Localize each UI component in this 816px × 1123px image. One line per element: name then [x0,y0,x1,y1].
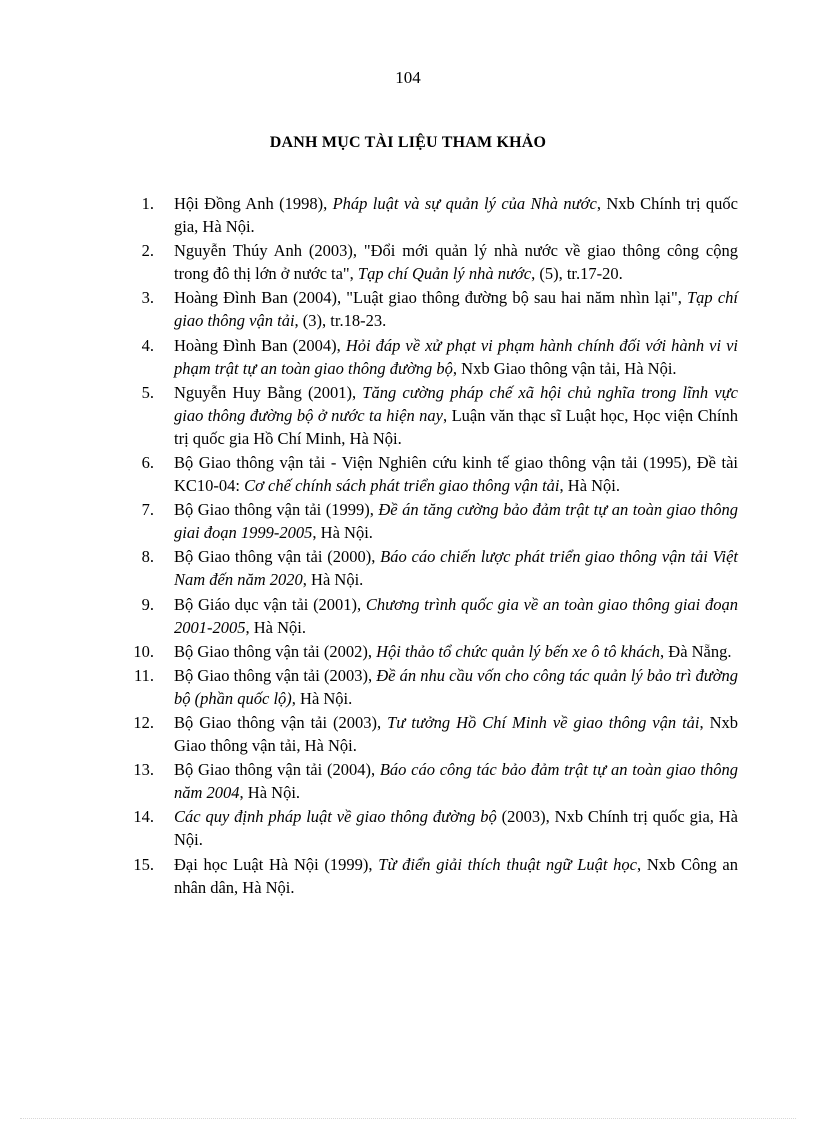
reference-segment: , Đà Nẵng. [660,641,732,661]
reference-segment: , Hà Nội. [302,570,364,590]
reference-segment: Nguyễn Thúy Anh (2003), "Đổi mới quản lý nhà nước về giao thông công cộng trong đô thị lớn ở nước ta", [174,241,738,284]
reference-title: Cơ chế chính sách phát triển giao thông vận tải [244,475,560,495]
reference-text [174,192,738,238]
reference-segment: Hoàng Đình Ban (2004), [174,335,346,355]
bottom-divider [20,1118,796,1120]
reference-segment: , Hà Nội. [559,475,621,495]
reference-item [130,192,738,238]
reference-number: 6. [141,452,154,472]
reference-item [130,498,738,544]
reference-item [130,381,738,450]
reference-segment: Bộ Giáo dục vận tải (2001), [174,594,366,614]
reference-title: Pháp luật và sự quản lý của Nhà nước [332,194,597,213]
reference-number: 8. [141,547,154,567]
reference-segment: Bộ Giao thông vận tải (2000), [174,547,381,567]
reference-segment: , (3), tr.18-23. [294,311,387,331]
reference-number: 4. [141,335,154,355]
page-number: 104 [395,68,421,87]
reference-title: Tạp chí giao thông vận tải [174,288,738,331]
reference-title: Đề án tăng cường bảo đảm trật tự an toàn giao thông giai đoạn 1999-2005 [174,500,739,543]
reference-text [174,381,738,450]
reference-number: 13. [133,760,154,780]
reference-text [174,758,738,804]
reference-item [130,593,738,639]
reference-segment: , Nxb Giao thông vận tải, Hà Nội. [452,358,677,378]
reference-title: Tăng cường pháp chế xã hội chủ nghĩa trong lĩnh vực giao thông đường bộ ở nước ta hiện nay [174,382,738,425]
reference-item [130,451,738,497]
reference-title: Hỏi đáp về xử phạt vi phạm hành chính đối với hành vi vi phạm trật tự an toàn giao thông đường bộ [174,335,738,378]
reference-segment: , Nxb Chính trị quốc gia, Hà Nội. [174,194,738,236]
reference-item [130,711,738,757]
reference-segment: Nguyễn Huy Bằng (2001), [174,382,363,402]
reference-number: 11. [133,665,154,685]
reference-title: Tạp chí Quản lý nhà nước [357,264,532,284]
reference-item [130,545,738,591]
reference-segment: , Hà Nội. [312,523,373,543]
reference-number: 7. [141,500,154,520]
reference-title: Báo cáo chiến lược phát triển giao thông vận tải Việt Nam đến năm 2020 [174,547,739,590]
reference-number: 10. [133,641,154,661]
reference-number: 15. [133,854,154,874]
reference-text [174,664,738,710]
reference-segment: Bộ Giao thông vận tải (2003), [174,713,388,733]
reference-item [130,640,738,663]
reference-item [130,286,738,332]
reference-segment: Bộ Giao thông vận tải (2004), [174,760,380,780]
reference-title: Hội thảo tổ chức quản lý bến xe ô tô khách [376,641,661,661]
reference-list [130,192,738,900]
reference-segment: , Nxb Giao thông vận tải, Hà Nội. [174,713,739,756]
reference-title: Từ điển giải thích thuật ngữ Luật học [378,854,637,874]
reference-text [174,498,738,544]
reference-text [174,286,738,332]
reference-title: Báo cáo công tác bảo đảm trật tự an toàn giao thông năm 2004 [174,760,739,803]
reference-text [174,545,738,591]
reference-number: 12. [133,713,154,733]
reference-item [130,853,738,899]
reference-title: Đề án nhu cầu vốn cho công tác quản lý bảo trì đường bộ (phần quốc lộ) [174,665,738,708]
reference-text [174,853,738,899]
reference-title: Chương trình quốc gia về an toàn giao thông giai đoạn 2001-2005 [174,594,738,637]
reference-segment: Bộ Giao thông vận tải (2002), [174,641,377,661]
reference-item [130,664,738,710]
reference-segment: , Hà Nội. [245,617,306,637]
reference-text [174,334,738,380]
reference-segment: , Hà Nội. [291,688,353,708]
reference-segment: Hoàng Đình Ban (2004), "Luật giao thông đường bộ sau hai năm nhìn lại", [174,288,687,308]
reference-number: 1. [141,194,154,213]
reference-item [130,805,738,851]
reference-segment: Bộ Giao thông vận tải (1999), [174,500,379,520]
reference-segment: Đại học Luật Hà Nội (1999), [174,854,379,874]
reference-segment: , (5), tr.17-20. [531,264,623,284]
reference-segment: , Hà Nội. [239,783,301,803]
reference-number: 3. [141,288,154,308]
reference-text [174,640,738,663]
reference-text [174,451,738,497]
reference-item [130,758,738,804]
reference-item [130,334,738,380]
reference-text [174,593,738,639]
reference-title: Tư tưởng Hồ Chí Minh về giao thông vận tải [387,713,700,733]
reference-number: 9. [141,594,154,614]
reference-title: Các quy định pháp luật về giao thông đường bộ [174,807,497,827]
reference-text [174,805,738,851]
page-title: DANH MỤC TÀI LIỆU THAM KHẢO [269,134,547,151]
reference-number: 2. [141,241,154,261]
reference-text [174,711,738,757]
reference-segment: (2003), Nxb Chính trị quốc gia, Hà Nội. [174,807,738,850]
reference-item [130,239,738,285]
reference-number: 14. [133,807,154,827]
reference-text [174,239,738,285]
reference-segment: Bộ Giao thông vận tải (2003), [174,665,377,685]
reference-segment: , Nxb Công an nhân dân, Hà Nội. [174,854,739,897]
reference-segment: , Luận văn thạc sĩ Luật học, Học viện Chính trị quốc gia Hồ Chí Minh, Hà Nội. [174,405,738,448]
reference-segment: Hội Đồng Anh (1998), [174,194,333,213]
reference-number: 5. [141,382,154,402]
reference-segment: Bộ Giao thông vận tải - Viện Nghiên cứu kinh tế giao thông vận tải (1995), Đề tài KC10-04: [174,452,738,495]
